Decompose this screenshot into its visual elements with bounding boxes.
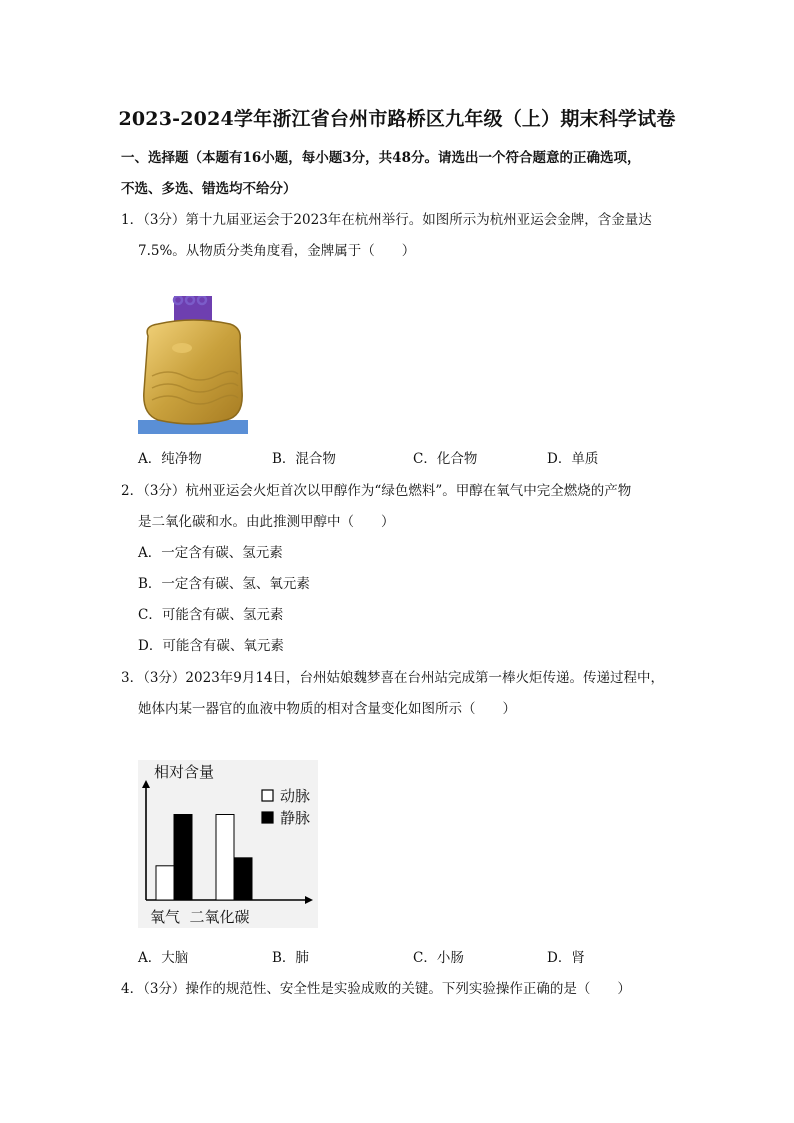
section-heading-line2: 不选、多选、错选均不给分） <box>121 181 297 197</box>
q1-line2: 7.5%。从物质分类角度看，金牌属于（ ） <box>138 243 416 259</box>
bar-co2-vein <box>234 858 252 900</box>
legend-swatch-vein <box>262 812 273 823</box>
bar-co2-artery <box>216 815 234 901</box>
legend-label-artery: 动脉 <box>280 787 311 805</box>
q1-option-a[interactable]: A．纯净物 <box>138 451 202 467</box>
q3-option-b[interactable]: B．肺 <box>272 950 309 966</box>
bar-oxygen-vein <box>174 815 192 901</box>
q3-option-c[interactable]: C．小肠 <box>413 950 464 966</box>
q2-line1: 2．（3分）杭州亚运会火炬首次以甲醇作为“绿色燃料”。甲醇在氧气中完全燃烧的产物 <box>121 483 632 499</box>
q2-option-b[interactable]: B．一定含有碳、氢、氧元素 <box>138 576 310 592</box>
q1-option-c[interactable]: C．化合物 <box>413 451 478 467</box>
q1-option-d[interactable]: D．单质 <box>547 451 599 467</box>
q4-line1: 4．（3分）操作的规范性、安全性是实验成败的关键。下列实验操作正确的是（ ） <box>121 981 631 997</box>
chart-xlabel: 氧气 二氧化碳 <box>150 908 250 926</box>
bar-chart-svg <box>138 760 318 928</box>
legend-label-vein: 静脉 <box>280 809 311 827</box>
chart-ylabel: 相对含量 <box>154 763 215 781</box>
exam-title: 2023-2024学年浙江省台州市路桥区九年级（上）期末科学试卷 <box>118 108 676 130</box>
q1-line1: 1．（3分）第十九届亚运会于2023年在杭州举行。如图所示为杭州亚运会金牌，含金量达 <box>121 212 652 228</box>
q3-line1: 3．（3分）2023年9月14日，台州姑娘魏梦喜在台州站完成第一棒火炬传递。传递过程中， <box>121 670 665 686</box>
q2-line2: 是二氧化碳和水。由此推测甲醇中（ ） <box>138 514 395 530</box>
q1-option-b[interactable]: B．混合物 <box>272 451 336 467</box>
q2-option-c[interactable]: C．可能含有碳、氢元素 <box>138 607 284 623</box>
q3-option-a[interactable]: A．大脑 <box>138 950 189 966</box>
q3-option-d[interactable]: D．肾 <box>547 950 585 966</box>
gold-medal-icon <box>138 296 248 434</box>
q2-option-d[interactable]: D．可能含有碳、氧元素 <box>138 638 284 654</box>
bar-oxygen-artery <box>156 866 174 900</box>
q2-option-a[interactable]: A．一定含有碳、氢元素 <box>138 545 283 561</box>
gold-medal-image <box>138 296 248 434</box>
section-heading-line1: 一、选择题（本题有16小题，每小题3分，共48分。请选出一个符合题意的正确选项， <box>121 150 641 166</box>
legend-swatch-artery <box>262 790 273 801</box>
q3-line2: 她体内某一器官的血液中物质的相对含量变化如图所示（ ） <box>138 701 516 717</box>
blood-content-chart <box>138 760 318 928</box>
